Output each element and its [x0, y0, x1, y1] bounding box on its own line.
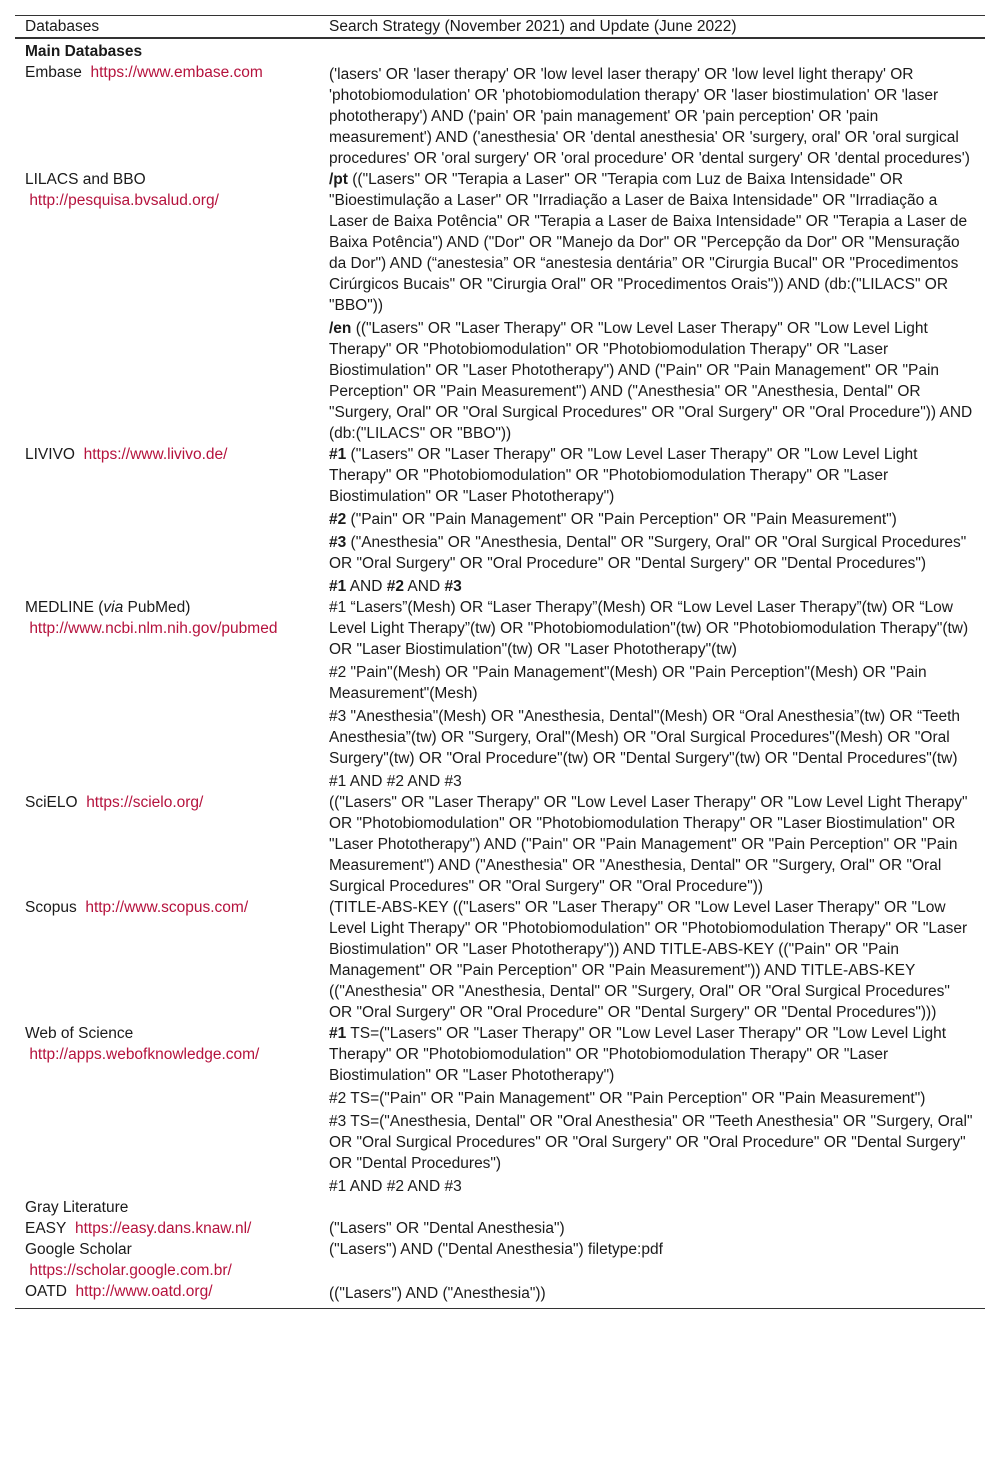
set-ref: #1 [329, 578, 347, 595]
db-name-part: PubMed) [123, 599, 191, 616]
db-name-oatd: OATD [25, 1283, 67, 1300]
table-row-medline [15, 597, 985, 792]
table-row-livivo [15, 444, 985, 597]
db-name-scholar: Google Scholar [25, 1241, 132, 1258]
db-name-lilacs: LILACS and BBO [25, 171, 146, 188]
section-title-gray-literature: Gray Literature [25, 1199, 129, 1216]
set-ref: #3 [444, 578, 462, 595]
strategy-wos-3: #3 TS=("Anesthesia, Dental" OR "Oral Anesthesia" OR "Teeth Anesthesia" OR "Surgery, Oral" OR "Oral Surgical Procedures" OR "Oral Surgery" OR "Oral Procedure" OR "Dental Surgery" OR "Dental Procedures") [329, 1113, 973, 1172]
db-name-part: MEDLINE ( [25, 599, 104, 616]
table-row-scopus [15, 897, 985, 1023]
strategy-livivo-2 [329, 509, 975, 530]
header-row [15, 16, 985, 39]
db-name-scopus: Scopus [25, 899, 77, 916]
strategy-lilacs-pt [329, 169, 975, 316]
section-title-main-databases: Main Databases [25, 43, 143, 60]
strategy-livivo-3 [329, 532, 975, 574]
strategy-medline-combine: #1 AND #2 AND #3 [329, 773, 462, 790]
set-text: ("Pain" OR "Pain Management" OR "Pain Perception" OR "Pain Measurement") [346, 511, 897, 528]
db-link-easy[interactable]: https://easy.dans.knaw.nl/ [74, 1220, 252, 1237]
set-text: ("Anesthesia" OR "Anesthesia, Dental" OR "Surgery, Oral" OR "Oral Surgical Procedures" OR "Oral Surgery" OR "Oral Procedure" OR "Dental Surgery" OR "Dental Procedures") [329, 534, 967, 572]
strategy-lilacs-en [329, 318, 975, 444]
table-row-wos [15, 1023, 985, 1197]
db-link-wos[interactable]: http://apps.webofknowledge.com/ [29, 1046, 260, 1063]
strategy-lilacs-pt-text: (("Lasers" OR "Terapia a Laser" OR "Terapia com Luz de Baixa Intensidade" OR "Bioestimulação a Laser" OR "Irradiação a Laser de Baixa Intensidade" OR "Irradiação a Laser de Baixa Potência" OR "Terapia a Laser de Baixa Intensidade" OR "Terapia a Laser de Baixa Potência") AND ("Dor" OR "Manejo da Dor" OR "Percepção da Dor" OR "Mensuração da Dor") AND (“anestesia” OR “anestesia dentária” OR "Cirurgia Bucal" OR "Procedimentos Cirúrgicos Bucais" OR "Cirurgia Oral" OR "Procedimentos Orais")) AND (db:("LILACS" OR "BBO")) [329, 171, 968, 314]
table-row-scielo [15, 792, 985, 897]
header-search-strategy: Search Strategy (November 2021) and Update (June 2022) [319, 16, 985, 39]
table-row-embase [15, 62, 985, 169]
set-text: ("Lasers" OR "Laser Therapy" OR "Low Level Laser Therapy" OR "Low Level Light Therapy" OR "Photobiomodulation" OR "Photobiomodulation Therapy" OR "Laser Biostimulation" OR "Laser Phototherapy") [329, 446, 918, 505]
table-row-scholar [15, 1239, 985, 1281]
strategy-medline-3: #3 "Anesthesia"(Mesh) OR "Anesthesia, Dental"(Mesh) OR “Oral Anesthesia”(tw) OR “Teeth Anesthesia”(tw) OR "Surgery, Oral"(Mesh) OR "Oral Surgical Procedures"(Mesh) OR "Oral Surgery"(tw) OR "Oral Procedure"(tw) OR "Dental Surgery"(tw) OR "Dental Procedures"(tw) [329, 708, 961, 767]
table-row-easy [15, 1218, 985, 1239]
set-label: #3 [329, 534, 347, 551]
strategy-wos-1 [329, 1023, 975, 1086]
db-name-embase: Embase [25, 64, 82, 81]
lang-label-pt: /pt [329, 171, 348, 188]
db-name-wos: Web of Science [25, 1025, 134, 1042]
strategy-scholar: ("Lasers") AND ("Dental Anesthesia") filetype:pdf [329, 1241, 663, 1258]
via-text: via [103, 599, 124, 616]
strategy-oatd: (("Lasers") AND ("Anesthesia")) [329, 1285, 546, 1302]
search-strategy-table [15, 15, 985, 1309]
set-label: #1 [329, 446, 347, 463]
section-row-gray [15, 1197, 985, 1218]
db-link-oatd[interactable]: http://www.oatd.org/ [75, 1283, 213, 1300]
strategy-scopus: (TITLE-ABS-KEY (("Lasers" OR "Laser Therapy" OR "Low Level Laser Therapy" OR "Low Level Light Therapy" OR "Photobiomodulation" OR "Photobiomodulation Therapy" OR "Laser Biostimulation" OR "Laser Phototherapy")) AND TITLE-ABS-KEY (("Pain" OR "Pain Management" OR "Pain Perception" OR "Pain Measurement")) AND TITLE-ABS-KEY (("Anesthesia" OR "Anesthesia, Dental" OR "Surgery, Oral" OR "Oral Surgical Procedures" OR "Oral Surgery" OR "Oral Procedure" OR "Dental Surgery" OR "Dental Procedures"))) [329, 899, 968, 1021]
and-op: AND [403, 578, 445, 595]
db-link-embase[interactable]: https://www.embase.com [90, 64, 263, 81]
strategy-lilacs-en-text: (("Lasers" OR "Laser Therapy" OR "Low Level Laser Therapy" OR "Low Level Light Therapy" OR "Photobiomodulation" OR "Photobiomodulation Therapy" OR "Laser Biostimulation" OR "Laser Phototherapy") AND ("Pain" OR "Pain Management" OR "Pain Perception" OR "Pain Measurement") AND ("Anesthesia" OR "Anesthesia, Dental" OR "Surgery, Oral" OR "Oral Surgical Procedures" OR "Oral Surgery" OR "Oral Procedure")) AND (db:("LILACS" OR "BBO")) [329, 320, 973, 442]
db-link-medline[interactable]: http://www.ncbi.nlm.nih.gov/pubmed [29, 620, 278, 637]
strategy-easy: ("Lasers" OR "Dental Anesthesia") [329, 1220, 565, 1237]
section-row-main [15, 38, 985, 62]
db-name-easy: EASY [25, 1220, 67, 1237]
set-label: #1 [329, 1025, 347, 1042]
strategy-medline-2: #2 "Pain"(Mesh) OR "Pain Management"(Mesh) OR "Pain Perception"(Mesh) OR "Pain Measurement"(Mesh) [329, 664, 927, 702]
strategy-livivo-combine [329, 576, 975, 597]
lang-label-en: /en [329, 320, 352, 337]
strategy-embase: ('lasers' OR 'laser therapy' OR 'low level laser therapy' OR 'low level light therapy' OR 'photobiomodulation' OR 'photobiomodulation therapy' OR 'laser biostimulation' OR 'laser phototherapy') AND ('pain' OR 'pain management' OR 'pain perception' OR 'pain measurement') AND ('anesthesia' OR 'dental anesthesia' OR 'surgery, oral' OR 'oral surgical procedures' OR 'oral surgery' OR 'oral procedure' OR 'dental surgery' OR 'dental procedures') [329, 66, 970, 167]
set-text: TS=("Lasers" OR "Laser Therapy" OR "Low Level Laser Therapy" OR "Low Level Light Therapy" OR "Photobiomodulation" OR "Photobiomodulation Therapy" OR "Laser Biostimulation" OR "Laser Phototherapy") [329, 1025, 947, 1084]
strategy-medline-1: #1 “Lasers”(Mesh) OR “Laser Therapy”(Mesh) OR “Low Level Laser Therapy”(tw) OR “Low Level Light Therapy”(tw) OR "Photobiomodulation"(tw) OR "Photobiomodulation Therapy"(tw) OR "Laser Biostimulation"(tw) OR "Laser Phototherapy"(tw) [329, 599, 969, 658]
strategy-livivo-1 [329, 444, 975, 507]
strategy-scielo: (("Lasers" OR "Laser Therapy" OR "Low Level Laser Therapy" OR "Low Level Light Therapy" OR "Photobiomodulation" OR "Photobiomodulation Therapy" OR "Laser Biostimulation" OR "Laser Phototherapy") AND ("Pain" OR "Pain Management" OR "Pain Perception" OR "Pain Measurement") AND ("Anesthesia" OR "Anesthesia, Dental" OR "Surgery, Oral" OR "Oral Surgical Procedures" OR "Oral Surgery" OR "Oral Procedure")) [329, 794, 968, 895]
db-name-livivo: LIVIVO [25, 446, 75, 463]
and-op: AND [346, 578, 387, 595]
db-name-medline [25, 597, 309, 618]
db-link-lilacs[interactable]: http://pesquisa.bvsalud.org/ [29, 192, 219, 209]
strategy-wos-combine: #1 AND #2 AND #3 [329, 1178, 462, 1195]
db-link-scholar[interactable]: https://scholar.google.com.br/ [29, 1262, 232, 1279]
table-row-oatd [15, 1281, 985, 1309]
table-row-lilacs [15, 169, 985, 444]
db-link-livivo[interactable]: https://www.livivo.de/ [83, 446, 228, 463]
db-name-scielo: SciELO [25, 794, 78, 811]
strategy-wos-2: #2 TS=("Pain" OR "Pain Management" OR "Pain Perception" OR "Pain Measurement") [329, 1090, 926, 1107]
set-ref: #2 [386, 578, 404, 595]
set-label: #2 [329, 511, 347, 528]
header-databases: Databases [15, 16, 319, 39]
db-link-scielo[interactable]: https://scielo.org/ [86, 794, 204, 811]
db-link-scopus[interactable]: http://www.scopus.com/ [85, 899, 249, 916]
